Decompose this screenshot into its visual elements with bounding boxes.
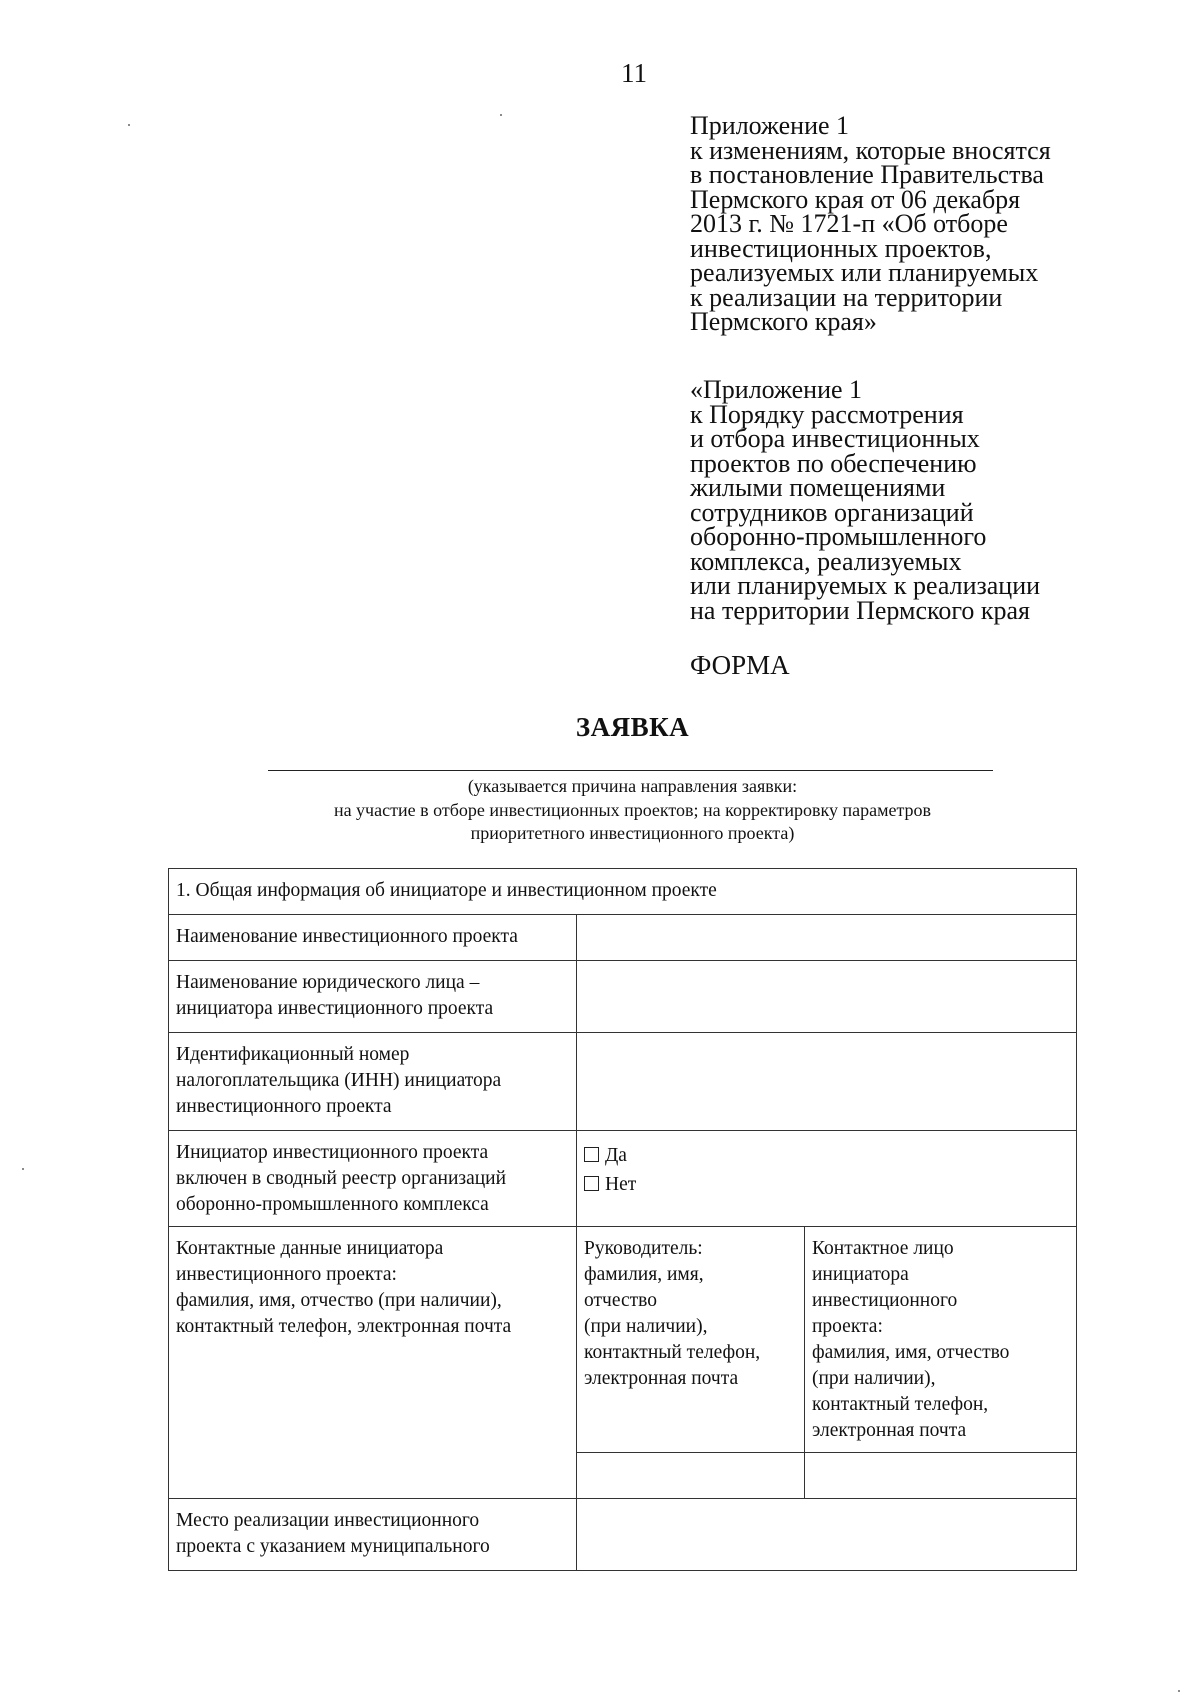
location-label: Место реализации инвестиционного (176, 1510, 480, 1531)
label-cell (169, 1227, 577, 1499)
head-label: отчество (584, 1290, 657, 1311)
inn-label: налогоплательщика (ИНН) инициатора (176, 1070, 502, 1091)
registry-label: включен в сводный реестр организаций (176, 1168, 507, 1189)
contacts-label: инвестиционного проекта: (176, 1264, 397, 1285)
label-cell (169, 1131, 577, 1227)
annex-2-line: к Порядку рассмотрения (690, 399, 964, 429)
contact-person-label: фамилия, имя, отчество (812, 1342, 1010, 1363)
label-cell (169, 961, 577, 1033)
scan-speck (1178, 1690, 1180, 1692)
section-header: 1. Общая информация об инициаторе и инвестиционном проекте (176, 880, 717, 901)
page-number: 11 (621, 58, 647, 88)
option-no-label: Нет (605, 1174, 637, 1195)
annex-1-line: Пермского края» (690, 307, 877, 336)
annex-2-line: оборонно-промышленного (690, 522, 987, 551)
annex-1-line: к изменениям, которые вносятся (690, 135, 1051, 165)
contact-person-label: проекта: (812, 1316, 883, 1337)
contact-person-label: контактный телефон, (812, 1394, 989, 1415)
label-cell (169, 915, 577, 961)
inn-label: Идентификационный номер (176, 1044, 410, 1065)
registry-options-cell (577, 1131, 1077, 1227)
table-row (169, 961, 1077, 1033)
contacts-label: фамилия, имя, отчество (при наличии), (176, 1290, 502, 1311)
head-label: фамилия, имя, (584, 1264, 704, 1285)
table-row (169, 869, 1077, 915)
annex-1-line: инвестиционных проектов, (690, 233, 992, 263)
scan-speck (22, 1168, 24, 1170)
label-cell (169, 1033, 577, 1131)
reason-caption (280, 775, 985, 846)
reason-fill-line[interactable] (268, 770, 993, 771)
contact-person-label: Контактное лицо (812, 1238, 954, 1259)
contact-person-header-cell (805, 1227, 1077, 1453)
contact-person-label: электронная почта (812, 1420, 967, 1441)
annex-2-line: «Приложение 1 (690, 375, 863, 404)
option-yes-label: Да (605, 1145, 627, 1166)
annex-2-line: комплекса, реализуемых (690, 546, 962, 576)
head-input-cell[interactable] (577, 1453, 805, 1499)
annex-1-line: 2013 г. № 1721-п «Об отборе (690, 209, 1008, 238)
label-cell (169, 1499, 577, 1571)
head-label: Руководитель: (584, 1238, 703, 1259)
checkbox-no[interactable] (584, 1176, 599, 1191)
annex-2-line: или планируемых к реализации (690, 571, 1041, 600)
table-row (169, 1131, 1077, 1227)
document-title: ЗАЯВКА (575, 712, 690, 742)
registry-label: оборонно-промышленного комплекса (176, 1194, 489, 1215)
reason-caption-line: (указывается причина направления заявки: (467, 776, 798, 796)
annex-1-line: реализуемых или планируемых (690, 258, 1039, 287)
legal-entity-label: инициатора инвестиционного проекта (176, 998, 494, 1019)
option-yes[interactable] (584, 1143, 1069, 1169)
annex-2-line: проектов по обеспечению (690, 448, 977, 478)
location-input-cell[interactable] (577, 1499, 1077, 1571)
contact-person-input-cell[interactable] (805, 1453, 1077, 1499)
annex-2-line: на территории Пермского края (690, 595, 1030, 625)
option-no[interactable] (584, 1172, 1069, 1198)
registry-label: Инициатор инвестиционного проекта (176, 1142, 489, 1163)
reason-caption-line: на участие в отборе инвестиционных проектов; на корректировку параметров (333, 799, 932, 820)
contact-person-label: инвестиционного (812, 1290, 958, 1311)
head-label: (при наличии), (584, 1316, 708, 1337)
annex-1-line: к реализации на территории (690, 282, 1003, 312)
section-header-cell (169, 869, 1077, 915)
annex-2-line: жилыми помещениями (690, 473, 946, 502)
project-name-label: Наименование инвестиционного проекта (176, 926, 518, 947)
scan-speck (500, 114, 502, 116)
checkbox-yes[interactable] (584, 1147, 599, 1162)
annex-2-line: сотрудников организаций (690, 497, 974, 527)
legal-entity-label: Наименование юридического лица – (176, 972, 480, 993)
location-label: проекта с указанием муниципального (176, 1536, 490, 1557)
table-row (169, 1227, 1077, 1453)
form-label: ФОРМА (690, 650, 790, 680)
annex-1-line: в постановление Правительства (690, 160, 1044, 189)
contact-person-label: (при наличии), (812, 1368, 936, 1389)
scan-speck (128, 124, 130, 126)
table-row (169, 1033, 1077, 1131)
table-row (169, 915, 1077, 961)
contacts-label: Контактные данные инициатора (176, 1238, 444, 1259)
head-label: контактный телефон, (584, 1342, 761, 1363)
annex-1-line: Приложение 1 (690, 111, 850, 140)
contacts-label: контактный телефон, электронная почта (176, 1316, 512, 1337)
reason-caption-line: приоритетного инвестиционного проекта) (470, 823, 795, 843)
table-row (169, 1499, 1077, 1571)
legal-entity-input-cell[interactable] (577, 961, 1077, 1033)
application-table (168, 868, 1077, 1571)
annex-1-header (690, 111, 1130, 336)
inn-input-cell[interactable] (577, 1033, 1077, 1131)
annex-2-header (690, 375, 1130, 625)
annex-1-line: Пермского края от 06 декабря (690, 184, 1021, 214)
head-header-cell (577, 1227, 805, 1453)
contact-person-label: инициатора (812, 1264, 909, 1285)
head-label: электронная почта (584, 1368, 739, 1389)
inn-label: инвестиционного проекта (176, 1096, 392, 1117)
annex-2-line: и отбора инвестиционных (690, 424, 980, 453)
project-name-input-cell[interactable] (577, 915, 1077, 961)
